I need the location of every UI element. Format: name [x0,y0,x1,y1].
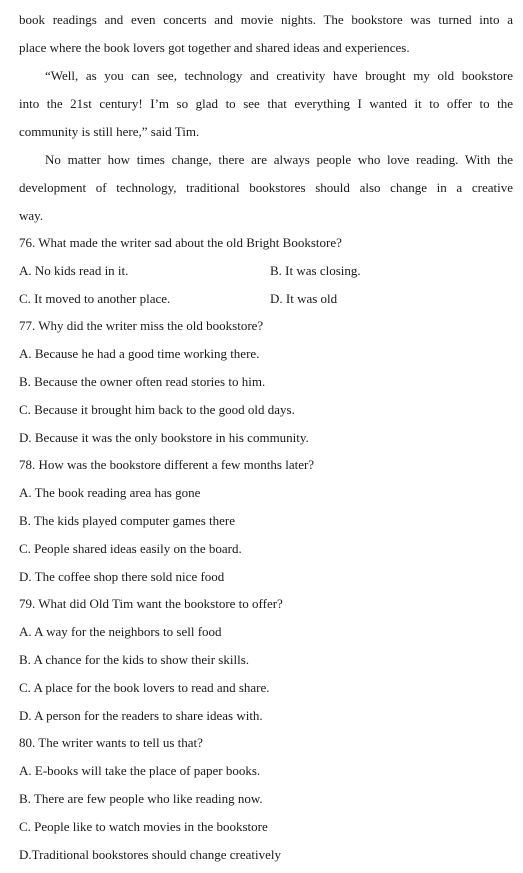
q80-option-d: D.Traditional bookstores should change creatively [19,847,281,862]
question-79: 79. What did Old Tim want the bookstore to offer? [19,596,283,611]
question-80: 80. The writer wants to tell us that? [19,735,203,750]
question-78: 78. How was the bookstore different a few months later? [19,457,315,472]
q77-option-c: C. Because it brought him back to the good old days. [19,402,295,417]
q78-option-b: B. The kids played computer games there [19,513,236,528]
q78-option-a: A. The book reading area has gone [19,485,201,500]
q80-option-c: C. People like to watch movies in the bookstore [19,819,268,834]
q78-option-d: D. The coffee shop there sold nice food [19,569,225,584]
q80-option-b: B. There are few people who like reading now. [19,791,263,806]
question-76: 76. What made the writer sad about the old Bright Bookstore? [19,235,342,250]
passage-line-3: “Well, as you can see, technology and creativity have brought my old bookstore [45,68,513,83]
q76-option-a: A. No kids read in it. [19,263,129,278]
q79-option-c: C. A place for the book lovers to read and share. [19,680,270,695]
q79-option-b: B. A chance for the kids to show their skills. [19,652,250,667]
passage-line-4: into the 21st century! I’m so glad to see that everything I wanted it to offer to the [19,96,513,111]
q76-option-d: D. It was old [270,291,338,306]
passage-line-7: development of technology, traditional bookstores should also change in a creative [19,180,513,195]
passage-line-1: book readings and even concerts and movie nights. The bookstore was turned into a [19,12,513,27]
question-77: 77. Why did the writer miss the old bookstore? [19,318,264,333]
q79-option-d: D. A person for the readers to share ideas with. [19,708,263,723]
q77-option-d: D. Because it was the only bookstore in his community. [19,430,309,445]
q78-option-c: C. People shared ideas easily on the board. [19,541,242,556]
passage-line-2: place where the book lovers got together and shared ideas and experiences. [19,40,410,55]
q77-option-a: A. Because he had a good time working there. [19,346,260,361]
q80-option-a: A. E-books will take the place of paper books. [19,763,261,778]
passage-line-8: way. [19,208,44,223]
passage-line-5: community is still here,” said Tim. [19,124,200,139]
q77-option-b: B. Because the owner often read stories to him. [19,374,266,389]
q76-option-b: B. It was closing. [270,263,361,278]
q79-option-a: A. A way for the neighbors to sell food [19,624,222,639]
q76-option-c: C. It moved to another place. [19,291,171,306]
passage-line-6: No matter how times change, there are always people who love reading. With the [45,152,513,167]
